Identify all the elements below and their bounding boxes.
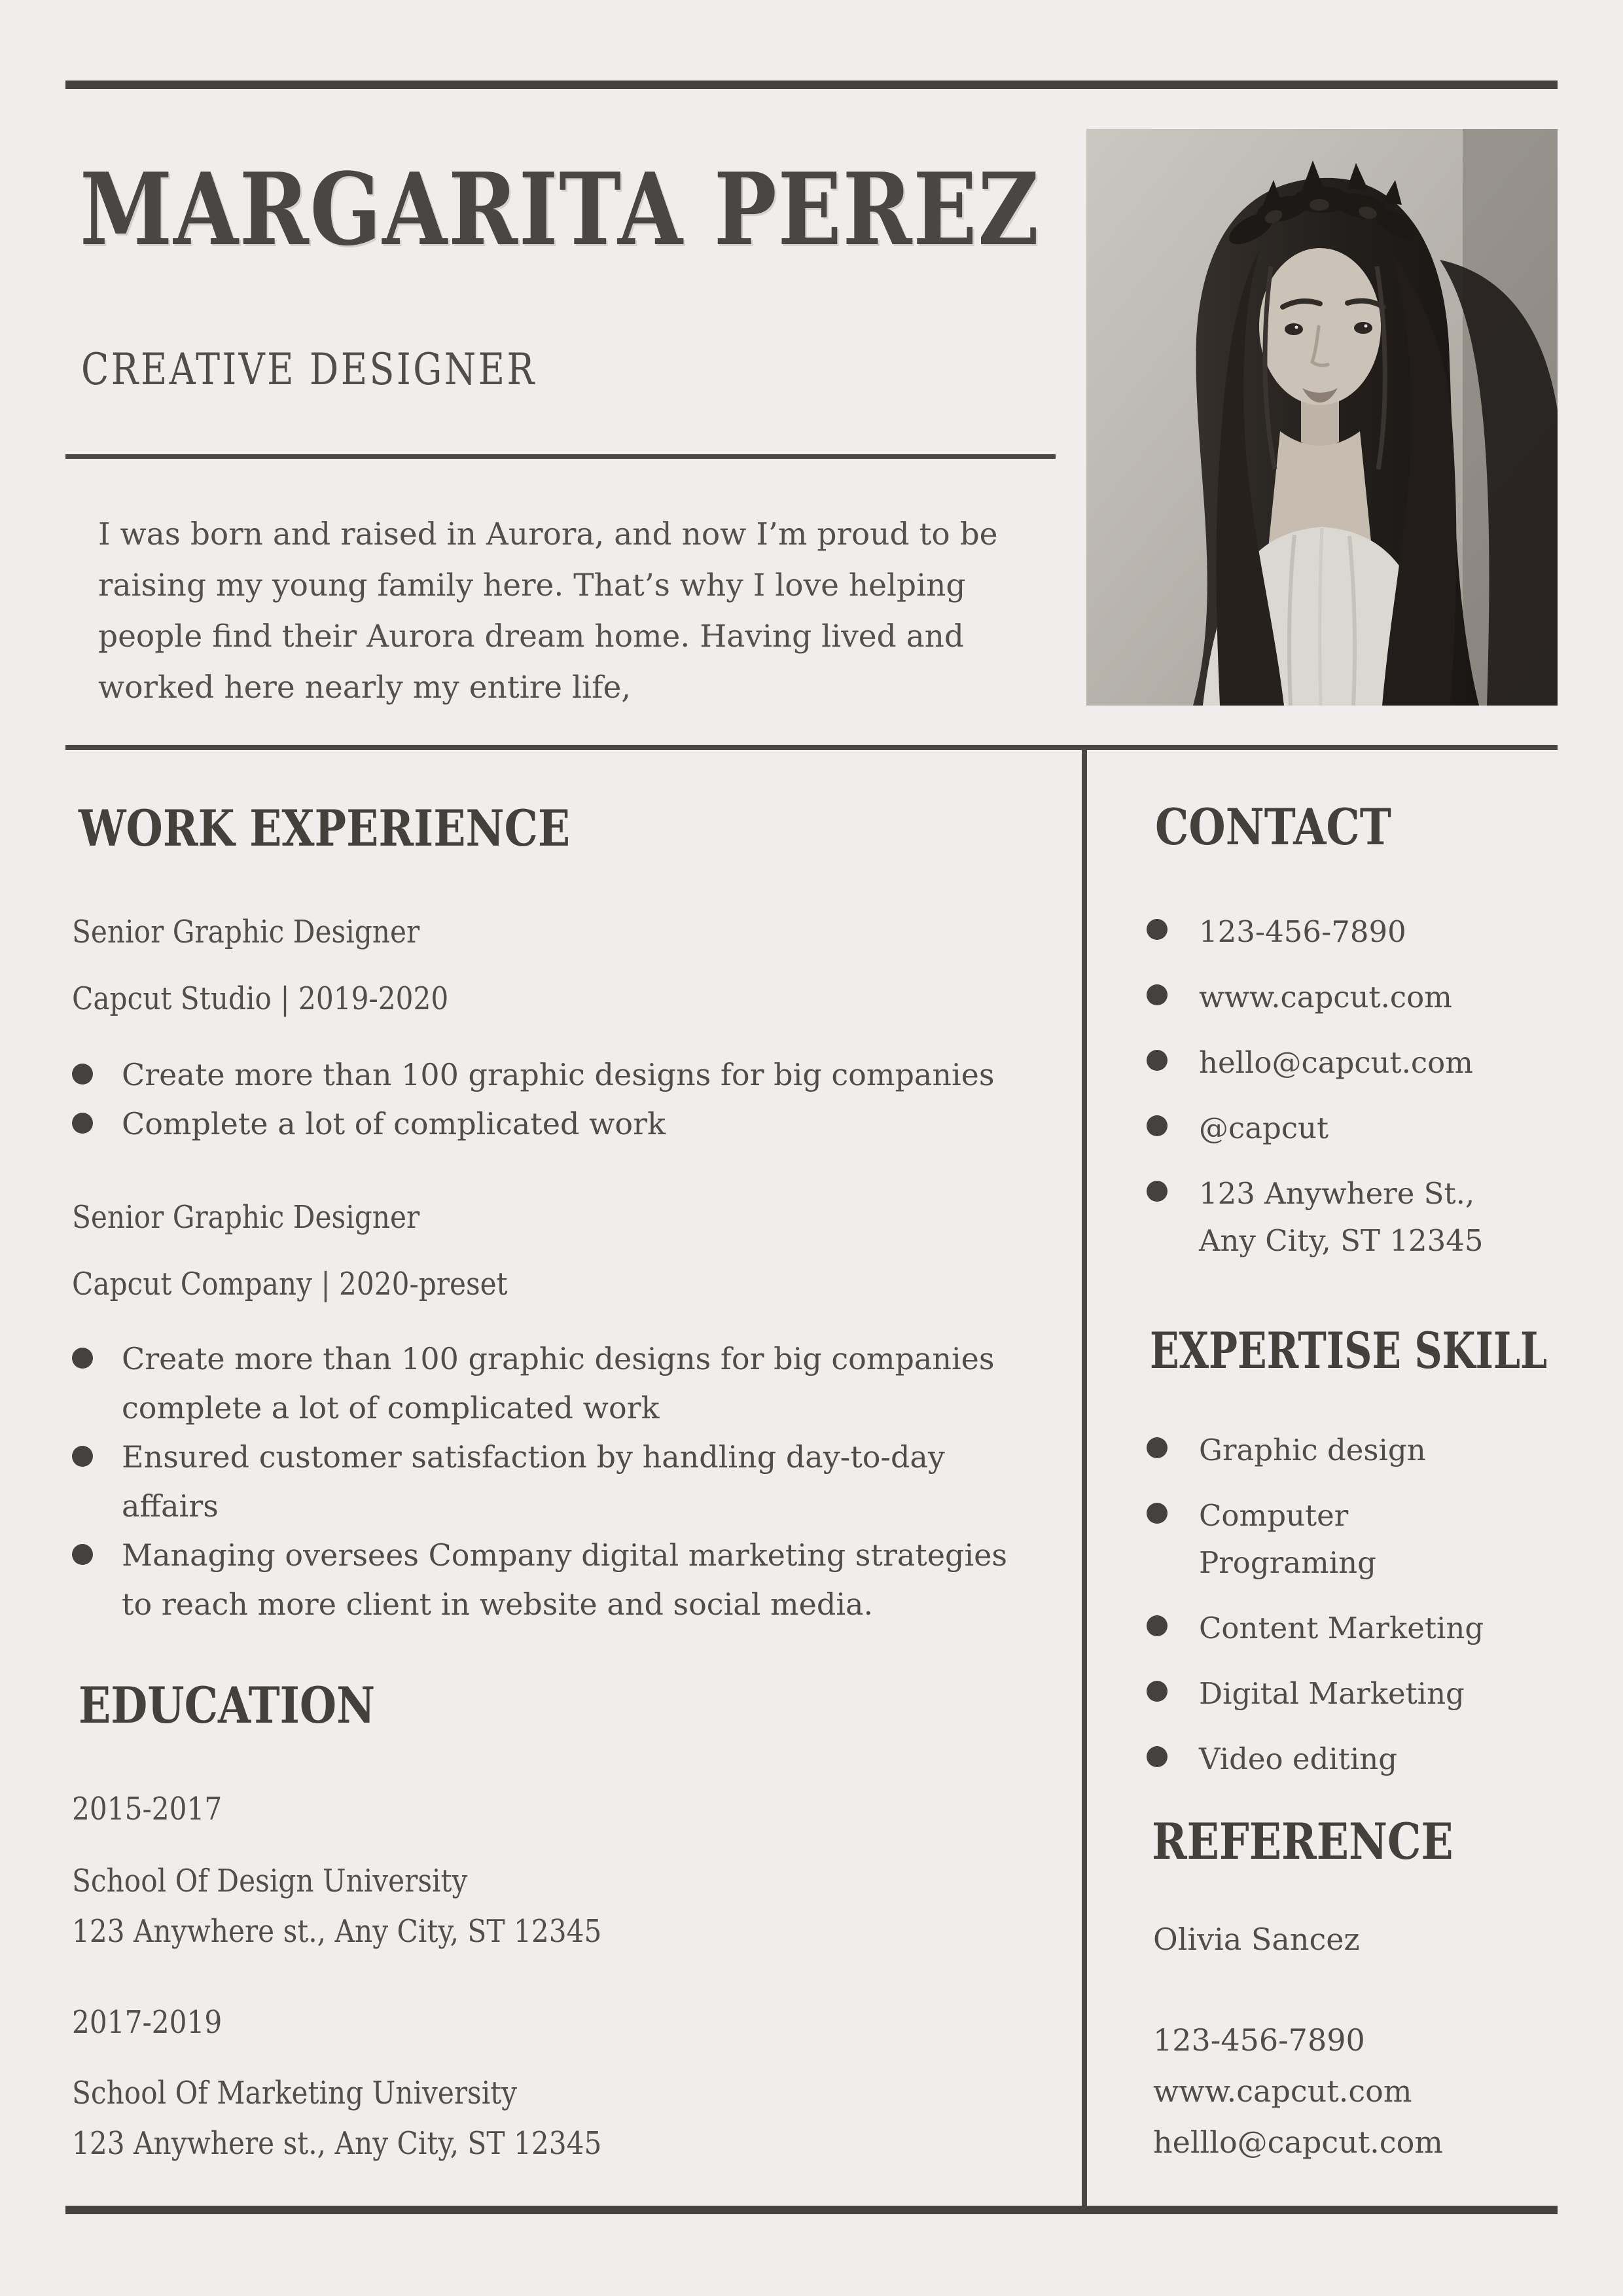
portrait-photo	[1086, 129, 1558, 706]
contact-item-website	[1147, 974, 1526, 1021]
bullet-icon	[72, 1446, 93, 1467]
job-company-line: Capcut Company | 2020-preset	[72, 1265, 508, 1302]
education-address: 123 Anywhere st., Any City, ST 12345	[72, 1912, 602, 1950]
skill-item	[1147, 1492, 1526, 1587]
bullet-icon	[1147, 1615, 1168, 1636]
skill-item	[1147, 1736, 1526, 1783]
contact-text: www.capcut.com	[1199, 980, 1452, 1014]
reference-name: Olivia Sancez	[1153, 1922, 1360, 1957]
skill-item	[1147, 1605, 1526, 1652]
job-bullet-text: Create more than 100 graphic designs for big companies complete a lot of complicated work	[122, 1341, 995, 1426]
education-school: School Of Marketing University	[72, 2074, 518, 2111]
bullet-icon	[1147, 919, 1168, 940]
column-divider	[1082, 745, 1087, 2211]
bio-paragraph: I was born and raised in Aurora, and now I’m proud to be raising my young family here. That’s why I love helping people find their Aurora dream home. Having lived and worked here nearly my entire life,	[98, 516, 998, 706]
bullet-icon	[1147, 1181, 1168, 1202]
skill-text: Digital Marketing	[1199, 1676, 1465, 1711]
education-entry	[72, 1791, 1034, 1957]
contact-text: 123 Anywhere St., Any City, ST 12345	[1199, 1176, 1484, 1258]
job-title: Senior Graphic Designer	[72, 1199, 420, 1236]
bullet-icon	[72, 1064, 93, 1085]
job-entry	[72, 914, 1034, 1149]
bullet-icon	[1147, 1437, 1168, 1458]
contact-text: 123-456-7890	[1199, 914, 1406, 949]
bullet-icon	[72, 1544, 93, 1565]
job-bullet-text: Ensured customer satisfaction by handling day-to-day affairs	[122, 1439, 945, 1524]
person-job-title: CREATIVE DESIGNER	[81, 344, 537, 395]
bullet-icon	[1147, 1115, 1168, 1136]
contact-text: hello@capcut.com	[1199, 1045, 1473, 1080]
bottom-rule-bar	[65, 2206, 1558, 2214]
contact-item-address	[1147, 1170, 1526, 1265]
contact-list	[1147, 908, 1526, 1283]
expertise-list	[1147, 1427, 1526, 1801]
education-school: School Of Design University	[72, 1862, 468, 1899]
reference-heading: REFERENCE	[1152, 1812, 1454, 1871]
person-name: MARGARITA PEREZ	[80, 151, 1041, 268]
job-bullet-item	[72, 1100, 1034, 1149]
contact-item-phone	[1147, 908, 1526, 956]
bullet-icon	[1147, 984, 1168, 1005]
reference-email: helllo@capcut.com	[1153, 2125, 1443, 2160]
bullet-icon	[72, 1348, 93, 1369]
skill-item	[1147, 1670, 1526, 1717]
skill-text: Computer Programing	[1199, 1498, 1376, 1580]
education-years: 2017-2019	[72, 2004, 223, 2041]
skill-item	[1147, 1427, 1526, 1474]
reference-phone: 123-456-7890	[1153, 2022, 1365, 2058]
job-bullet-text: Complete a lot of complicated work	[122, 1106, 666, 1142]
bullet-icon	[1147, 1746, 1168, 1767]
contact-item-email	[1147, 1039, 1526, 1086]
job-bullet-text: Create more than 100 graphic designs for big companies	[122, 1057, 995, 1093]
work-experience-heading: WORK EXPERIENCE	[79, 799, 571, 857]
bullet-icon	[1147, 1681, 1168, 1702]
job-bullet-item	[72, 1433, 1034, 1531]
job-title: Senior Graphic Designer	[72, 914, 420, 950]
reference-details	[1153, 2015, 1546, 2168]
skill-text: Graphic design	[1199, 1433, 1426, 1467]
bullet-icon	[72, 1113, 93, 1134]
job-bullet-item	[72, 1531, 1034, 1629]
job-bullet-item	[72, 1335, 1034, 1433]
header-divider	[65, 454, 1056, 459]
top-rule-bar	[65, 81, 1558, 89]
job-bullet-text: Managing oversees Company digital marketing strategies to reach more client in website and social media.	[122, 1537, 1008, 1623]
job-company-line: Capcut Studio | 2019-2020	[72, 980, 449, 1017]
expertise-skill-heading: EXPERTISE SKILL	[1150, 1321, 1548, 1380]
education-heading: EDUCATION	[79, 1676, 376, 1734]
main-horizontal-divider	[65, 745, 1558, 750]
skill-text: Video editing	[1199, 1742, 1398, 1776]
education-years: 2015-2017	[72, 1791, 223, 1827]
skill-text: Content Marketing	[1199, 1611, 1484, 1645]
reference-website: www.capcut.com	[1153, 2073, 1412, 2109]
education-entry	[72, 2004, 1034, 2169]
contact-heading: CONTACT	[1155, 798, 1391, 856]
job-bullet-item	[72, 1050, 1034, 1100]
bullet-icon	[1147, 1503, 1168, 1524]
job-entry	[72, 1199, 1034, 1629]
bullet-icon	[1147, 1050, 1168, 1071]
education-address: 123 Anywhere st., Any City, ST 12345	[72, 2125, 602, 2162]
contact-text: @capcut	[1199, 1111, 1329, 1145]
contact-item-social	[1147, 1105, 1526, 1152]
